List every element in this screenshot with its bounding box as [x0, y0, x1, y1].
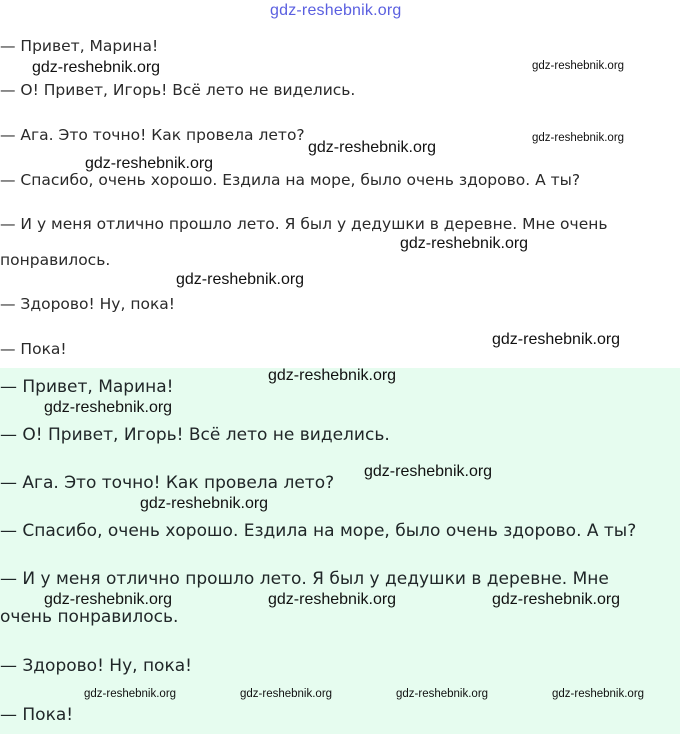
- dialogue-line: — Привет, Марина!: [0, 37, 159, 55]
- watermark: gdz-reshebnik.org: [400, 235, 529, 252]
- watermark: gdz-reshebnik.org: [44, 591, 173, 608]
- dialogue-line: — О! Привет, Игорь! Всё лето не виделись.: [0, 425, 390, 445]
- watermark: gdz-reshebnik.org: [532, 132, 625, 144]
- watermark: gdz-reshebnik.org: [492, 591, 621, 608]
- dialogue-line: — Привет, Марина!: [0, 377, 174, 397]
- watermark: gdz-reshebnik.org: [240, 688, 333, 700]
- dialogue-line: — Пока!: [0, 705, 74, 725]
- dialogue-line: — И у меня отлично прошло лето. Я был у дедушки в деревне. Мне очень понравилось.: [0, 569, 609, 627]
- dialogue-line: — Здорово! Ну, пока!: [0, 295, 176, 313]
- watermark: gdz-reshebnik.org: [85, 155, 214, 172]
- dialogue-highlighted: [0, 368, 680, 734]
- dialogue-line: — И у меня отлично прошло лето. Я был у дедушки в деревне. Мне очень понравилось.: [0, 215, 608, 269]
- dialogue-line: — Спасибо, очень хорошо. Ездила на море, было очень здорово. А ты?: [0, 521, 637, 541]
- dialogue-line: — О! Привет, Игорь! Всё лето не виделись.: [0, 81, 356, 99]
- watermark: gdz-reshebnik.org: [532, 60, 625, 72]
- watermark: gdz-reshebnik.org: [492, 331, 621, 348]
- site-logo[interactable]: gdz-reshebnik.org: [270, 2, 402, 19]
- watermark: gdz-reshebnik.org: [84, 688, 177, 700]
- dialogue-line: — Здорово! Ну, пока!: [0, 656, 192, 676]
- watermark: gdz-reshebnik.org: [364, 463, 493, 480]
- watermark: gdz-reshebnik.org: [268, 591, 397, 608]
- dialogue-line: — Пока!: [0, 340, 67, 358]
- dialogue-line: — Спасибо, очень хорошо. Ездила на море, было очень здорово. А ты?: [0, 171, 581, 189]
- watermark: gdz-reshebnik.org: [44, 399, 173, 416]
- watermark: gdz-reshebnik.org: [140, 495, 269, 512]
- watermark: gdz-reshebnik.org: [552, 688, 645, 700]
- dialogue-plain: [0, 28, 680, 368]
- dialogue-line: — Ага. Это точно! Как провела лето?: [0, 126, 305, 144]
- dialogue-line: — Ага. Это точно! Как провела лето?: [0, 473, 335, 493]
- watermark: gdz-reshebnik.org: [396, 688, 489, 700]
- watermark: gdz-reshebnik.org: [308, 139, 437, 156]
- watermark: gdz-reshebnik.org: [32, 59, 161, 76]
- watermark: gdz-reshebnik.org: [268, 367, 397, 384]
- watermark: gdz-reshebnik.org: [176, 271, 305, 288]
